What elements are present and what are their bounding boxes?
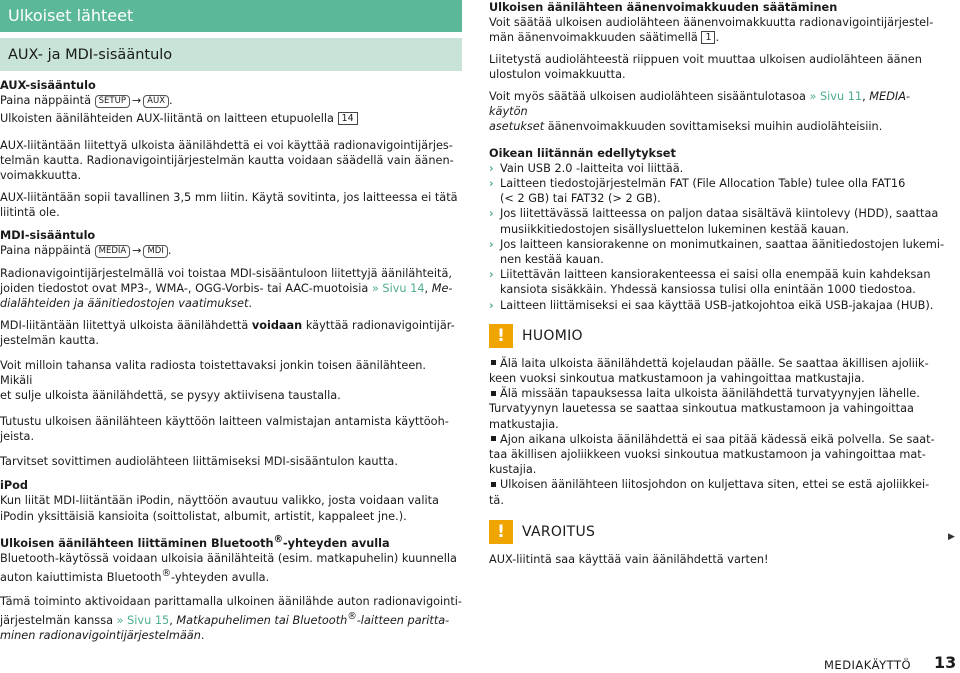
- page-link-11[interactable]: » Sivu 11: [809, 90, 863, 104]
- square-bullet-icon: [491, 391, 496, 396]
- ipod-heading: iPod: [0, 479, 28, 493]
- mdi-heading: MDI-sisääntulo: [0, 228, 96, 242]
- square-bullet-icon: [491, 360, 496, 365]
- mdi-press-line: Paina näppäintä MEDIA → MDI .: [0, 243, 172, 257]
- footer-section-label: MEDIAKÄYTTÖ: [824, 658, 912, 672]
- warning-icon: !: [489, 520, 513, 544]
- aux-p1: AUX-liitäntään liitettyä ulkoista äänilähdettä ei voi käyttää radionavigointijärjes- telmän kautta. Radionavigointijärjestelmän kautta voidaan säädellä vain äänen- voimakkuutta.: [0, 138, 454, 183]
- notice-list: [489, 356, 945, 508]
- usage-section: [489, 146, 945, 313]
- right-column: [489, 0, 945, 571]
- setup-key: SETUP: [95, 95, 130, 108]
- square-bullet-icon: [491, 436, 496, 441]
- caution-box: [489, 520, 945, 567]
- left-column: [0, 0, 462, 647]
- mdi-p5: Tarvitset sovittimen audiolähteen liittämiseksi MDI-sisääntulon kautta.: [0, 455, 398, 469]
- sub-title: AUX- ja MDI-sisääntulo: [0, 38, 462, 71]
- mdi-p3: Voit milloin tahansa valita radiosta toistettavaksi jonkin toisen äänilähteen. Mikäli et sulje ulkoista äänilähdettä, se pysyy aktiivisena taustalla.: [0, 359, 427, 403]
- mdi-section: [0, 228, 462, 470]
- volume-p2: Liitetystä audiolähteestä riippuen voit muuttaa ulkoisen audiolähteen äänen ulostulon voimakkuutta.: [489, 52, 922, 81]
- volume-section: [489, 0, 945, 135]
- square-bullet-icon: [491, 482, 496, 487]
- chevron-right-icon: ›: [489, 268, 494, 282]
- caution-header: [489, 520, 945, 544]
- notice-title: HUOMIO: [522, 327, 583, 344]
- usage-item: › Vain USB 2.0 -laitteita voi liittää.: [489, 161, 684, 175]
- ipod-p1: Kun liität MDI-liitäntään iPodin, näyttöön avautuu valikko, josta voidaan valita iPodin yksittäisiä kansioita (soittolistat, albumit, artistit, kappaleet jne.).: [0, 494, 439, 523]
- bluetooth-p1: Bluetooth-käytössä voidaan ulkoisia äänilähteitä (esim. matkapuhelin) kuunnella auton kaiuttimista Bluetooth®-yhteyden avulla.: [0, 551, 457, 584]
- notice-bullet: Älä missään tapauksessa laita ulkoista äänilähdettä turvatyynyjen lähelle. Turvatyynyn lauetessa se saattaa sinkoutua matkustamoon ja vahingoittaa matkustajia.: [489, 387, 920, 431]
- chevron-right-icon: ›: [489, 161, 494, 175]
- notice-header: [489, 324, 945, 348]
- usage-list: [489, 161, 945, 313]
- usage-item: › Laitteen liittämiseksi ei saa käyttää USB-jatkojohtoa eikä USB-jakajaa (HUB).: [489, 298, 934, 312]
- figure-ref-14: 14: [338, 112, 358, 125]
- control-ref-1: 1: [701, 31, 715, 44]
- aux-press-line: Paina näppäintä SETUP → AUX .: [0, 94, 173, 108]
- next-page-arrow-icon: ▶: [948, 532, 955, 542]
- notice-box: [489, 324, 945, 508]
- bluetooth-heading: Ulkoisen äänilähteen liittäminen Bluetooth®-yhteyden avulla: [0, 533, 390, 550]
- mdi-p2: MDI-liitäntään liitettyä ulkoista äänilähdettä voidaan käyttää radionavigointijär- jestelmän kautta.: [0, 318, 455, 347]
- aux-key: AUX: [143, 95, 169, 108]
- volume-p1: Voit säätää ulkoisen audiolähteen äänenvoimakkuutta radionavigointijärjestel- män äänenvoimakkuuden säätimellä 1 .: [489, 16, 934, 45]
- chevron-right-icon: ›: [489, 177, 494, 191]
- volume-heading: Ulkoisen äänilähteen äänenvoimakkuuden säätäminen: [489, 1, 838, 14]
- chevron-right-icon: ›: [489, 207, 494, 221]
- notice-bullet: Älä laita ulkoista äänilähdettä kojelaudan päälle. Se saattaa äkillisen ajoliik- keen vuoksi sinkoutua matkustamoon ja vahingoittaa matkustajia.: [489, 356, 929, 386]
- caution-text: AUX-liitintä saa käyttää vain äänilähdettä varten!: [489, 552, 769, 566]
- usage-item: › Laitteen tiedostojärjestelmän FAT (File Allocation Table) tulee olla FAT16 (< 2 GB) tai FAT32 (> 2 GB).: [489, 177, 906, 206]
- aux-heading: AUX-sisääntulo: [0, 79, 96, 92]
- usage-item: › Jos liitettävässä laitteessa on paljon dataa sisältävä kiintolevy (HDD), saattaa musiikkitiedostojen sisällysluettelon lukeminen kestää kauan.: [489, 207, 939, 236]
- usage-heading: Oikean liitännän edellytykset: [489, 146, 676, 160]
- page-number: 13: [934, 653, 957, 672]
- page-link-15[interactable]: » Sivu 15: [116, 613, 170, 627]
- mdi-p1: Radionavigointijärjestelmällä voi toistaa MDI-sisääntuloon liitettyjä äänilähteitä, joiden tiedostot ovat MP3-, WMA-, OGG-Vorbis- tai AAC-muotoisia » Sivu 14, Me- dialähteiden ja äänitiedostojen vaatimukset.: [0, 267, 453, 311]
- mdi-p4: Tutustu ulkoisen äänilähteen käyttöön laitteen valmistajan antamista käyttöoh- jeista.: [0, 414, 449, 443]
- aux-location: Ulkoisten äänilähteiden AUX-liitäntä on laitteen etupuolella 14: [0, 111, 462, 126]
- aux-p2: AUX-liitäntään sopii tavallinen 3,5 mm liitin. Käytä sovitinta, jos laitteessa ei tätä liitintä ole.: [0, 191, 458, 220]
- notice-bullet: Ajon aikana ulkoista äänilähdettä ei saa pitää kädessä eikä polvella. Se saat- taa äkillisen ajoliikkeen vuoksi sinkoutua matkustamoon ja vahingoittaa mat- kustajia.: [489, 432, 935, 477]
- media-key: MEDIA: [95, 245, 131, 258]
- mdi-key: MDI: [143, 245, 167, 258]
- section-title: Ulkoiset lähteet: [0, 0, 462, 32]
- chevron-right-icon: ›: [489, 237, 494, 251]
- page-link-14[interactable]: » Sivu 14: [371, 282, 425, 296]
- usage-item: › Liitettävän laitteen kansiorakenteessa ei saisi olla enempää kuin kahdeksan kansiota sisäkkäin. Yhdessä kansiossa tulisi olla enintään 1000 tiedostoa.: [489, 268, 931, 297]
- bluetooth-p2: Tämä toiminto aktivoidaan parittamalla ulkoinen äänilähde auton radionavigointi- järjestelmän kanssa » Sivu 15, Matkapuhelimen tai Bluetooth®-laitteen paritta- minen radionavigointijärjestelmään.: [0, 595, 462, 643]
- usage-item: › Jos laitteen kansiorakenne on monimutkainen, saattaa äänitiedostojen lukemi- nen kestää kauan.: [489, 237, 945, 267]
- aux-section: [0, 78, 462, 221]
- bluetooth-section: [0, 532, 462, 644]
- warning-icon: !: [489, 324, 513, 348]
- chevron-right-icon: ›: [489, 298, 494, 312]
- notice-bullet: Ulkoisen äänilähteen liitosjohdon on kuljettava siten, ettei se estä ajoliikkei- tä.: [489, 478, 930, 507]
- caution-title: VAROITUS: [522, 523, 596, 540]
- ipod-section: [0, 478, 462, 524]
- volume-p3: Voit myös säätää ulkoisen audiolähteen sisääntulotasoa » Sivu 11, MEDIA-käytön asetukset äänenvoimakkuuden sovittamiseksi muihin audiolähteisiin.: [489, 90, 911, 134]
